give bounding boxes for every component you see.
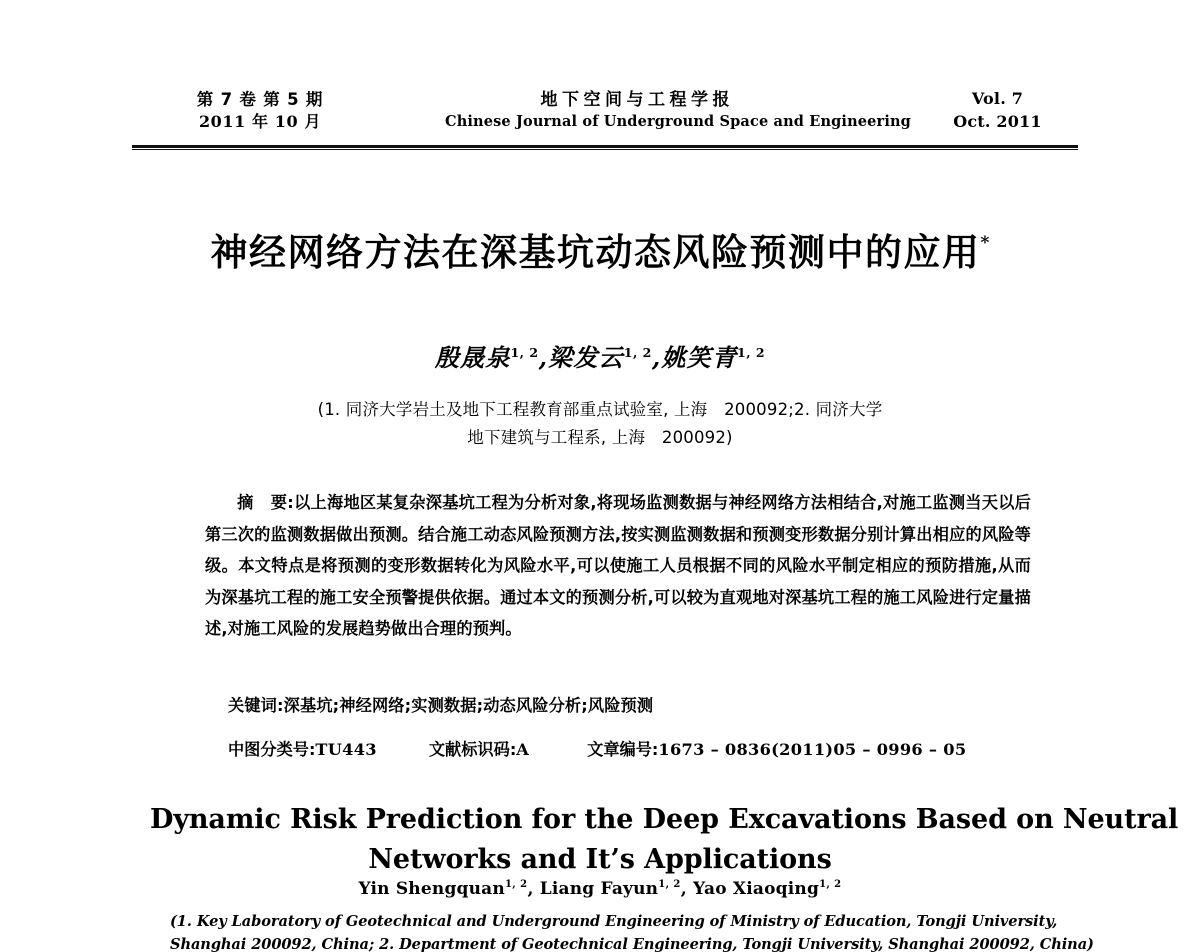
author-cn-name: 梁发云 [548, 343, 624, 372]
author-cn-affil-marks: 1, 2 [510, 345, 539, 360]
abstract-label: 摘 [237, 493, 254, 512]
page-title-cn [0, 222, 1200, 276]
title-footnote-marker: * [980, 233, 990, 253]
affiliation-cn-line-2: 地下建筑与工程系, 上海 200092) [467, 428, 733, 448]
page-title-en-line-1: Dynamic Risk Prediction for the Deep Excavations Based on Neutral [150, 804, 1179, 835]
author-en-name: Liang Fayun [539, 879, 659, 899]
author-list-en [150, 879, 1050, 899]
clc-number-label: 中图分类号 [228, 740, 309, 759]
author-en-name: Yao Xiaoqing [692, 879, 820, 899]
masthead [155, 88, 1080, 140]
keywords-value: 深基坑;神经网络;实测数据;动态风险分析;风险预测 [283, 696, 654, 715]
author-list-cn [0, 338, 1200, 373]
document-code [429, 736, 529, 760]
rule-thin [132, 149, 1078, 150]
masthead-left-block [155, 88, 365, 134]
classification-row [228, 736, 1038, 760]
journal-title-cn: 地下空间与工程学报 [540, 90, 734, 110]
document-code-value: A [516, 740, 530, 759]
article-number-colon: : [651, 740, 659, 759]
affiliation-en [170, 911, 1094, 952]
article-number [587, 736, 966, 760]
keywords-label: 关键词 [228, 696, 278, 715]
author-cn-name: 姚笑青 [661, 343, 738, 372]
affiliation-cn-line-1: (1. 同济大学岩土及地下工程教育部重点试验室, 上海 200092;2. 同济大学 [317, 400, 883, 419]
author-cn-name: 殷晟泉 [434, 343, 511, 372]
abstract-colon: : [287, 493, 294, 512]
author-cn [435, 343, 539, 372]
author-en [693, 879, 842, 899]
keywords-cn [228, 692, 1028, 716]
page-title-en [150, 800, 1179, 880]
clc-number-colon: : [308, 740, 316, 759]
affiliation-en-line-1: (1. Key Laboratory of Geotechnical and Underground Engineering of Ministry of Education, Tongji University, [170, 913, 1058, 930]
author-cn [548, 343, 652, 372]
author-cn [661, 343, 765, 372]
keywords-colon: : [277, 696, 284, 715]
affiliation-cn [185, 396, 1015, 453]
document-code-colon: : [509, 740, 517, 759]
author-separator: , [538, 343, 549, 372]
document-code-label: 文献标识码 [428, 740, 510, 759]
rule-thick [132, 145, 1078, 148]
abstract-body: 以上海地区某复杂深基坑工程为分析对象,将现场监测数据与神经网络方法相结合,对施工监测当天以后第三次的监测数据做出预测。结合施工动态风险预测方法,按实测监测数据和预测变形数据分别计算出相应的风险等级。本文特点是将预测的变形数据转化为风险水平,可以使施工人员根据不同的风险水平制定相应的预防措施,从而为深基坑工程的施工安全预警提供依据。通过本文的预测分析,可以较为直观地对深基坑工程的施工风险进行定量描述,对施工风险的发展趋势做出合理的预判。 [205, 493, 1032, 638]
clc-number [228, 736, 377, 760]
author-en [358, 879, 527, 899]
author-cn-affil-marks: 1, 2 [623, 345, 652, 360]
author-separator: , [680, 879, 687, 899]
masthead-right-block [915, 88, 1080, 133]
issue-date-cn: 2011 年 10 月 [198, 112, 322, 132]
author-en-affil-marks: 1, 2 [658, 879, 681, 890]
masthead-center-block [445, 88, 911, 133]
volume-en: Vol. 7 [971, 89, 1024, 108]
author-en-affil-marks: 1, 2 [819, 879, 842, 890]
affiliation-en-line-2: Shanghai 200092, China; 2. Department of Geotechnical Engineering, Tongji University, Shanghai 200092, China) [170, 935, 1094, 952]
author-en-affil-marks: 1, 2 [504, 879, 528, 890]
author-separator: , [527, 879, 534, 899]
author-en-name: Yin Shengquan [358, 879, 505, 899]
clc-number-value: TU443 [315, 740, 377, 759]
author-separator: , [651, 343, 662, 372]
article-number-label: 文章编号 [587, 740, 652, 759]
masthead-divider-rule [132, 145, 1078, 150]
volume-issue-cn: 第 7 卷 第 5 期 [196, 90, 324, 109]
article-number-value: 1673 – 0836(2011)05 – 0996 – 05 [658, 740, 967, 759]
abstract-label-2: 要 [270, 493, 288, 512]
author-en [540, 879, 681, 899]
issue-date-en: Oct. 2011 [953, 111, 1042, 131]
journal-title-en: Chinese Journal of Underground Space and Engineering [445, 113, 911, 131]
page-title-cn-text: 神经网络方法在深基坑动态风险预测中的应用 [210, 230, 981, 274]
author-cn-affil-marks: 1, 2 [737, 345, 766, 360]
page-title-en-line-2: Networks and It’s Applications [368, 843, 832, 875]
abstract-cn [205, 487, 1031, 645]
